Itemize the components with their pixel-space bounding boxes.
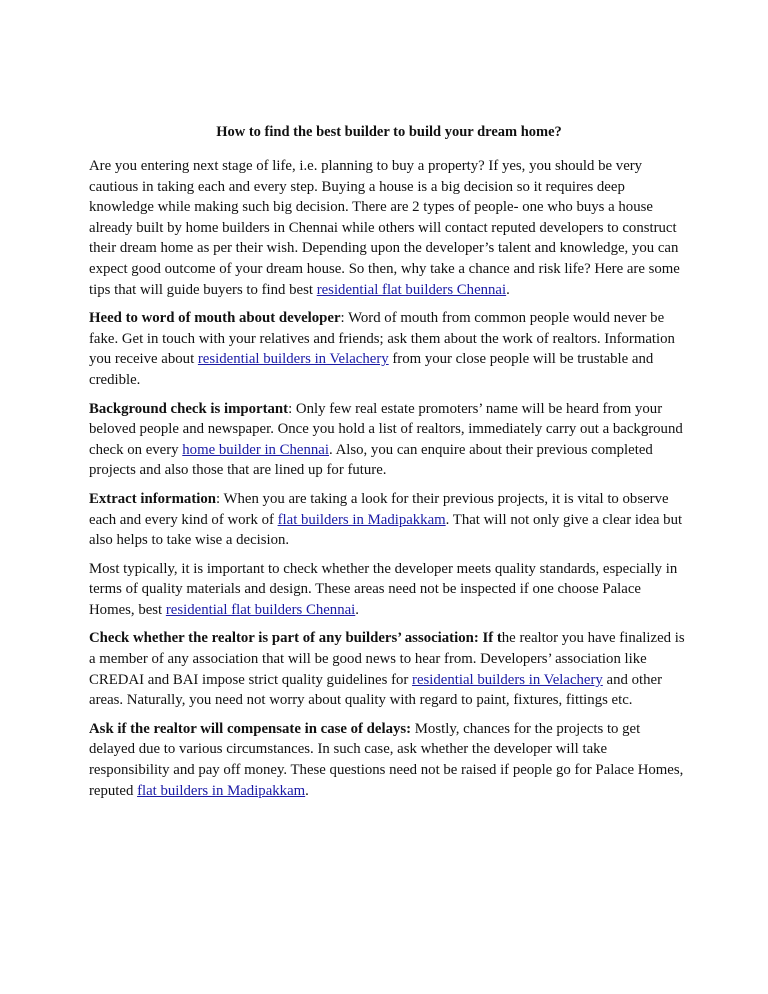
tip-builders-association-heading: Check whether the realtor is part of any builders’ association: If t xyxy=(89,630,502,647)
intro-tail: . xyxy=(506,281,510,298)
intro-text: Are you entering next stage of life, i.e. planning to buy a property? If yes, you should be very cautious in taking each and every step. Buying a house is a big decision so it requires deep knowledge while making such big decision. There are 2 types of people- one who buys a house already built by home builders in Chennai while others will contact reputed developers to construct their dream home as per their wish. Depending upon the developer’s talent and knowledge, you can expect good outcome of your dream house. So then, why take a chance and risk life? Here are some tips that will guide buyers to find best xyxy=(89,158,680,298)
tip-builders-association xyxy=(89,628,689,710)
tip-background-check-link[interactable]: home builder in Chennai xyxy=(182,441,329,458)
tip-word-of-mouth xyxy=(89,308,689,390)
tip-word-of-mouth-heading: Heed to word of mouth about developer xyxy=(89,310,341,327)
tip-quality-standards-tail: . xyxy=(355,601,359,618)
tip-extract-information-link[interactable]: flat builders in Madipakkam xyxy=(277,511,446,528)
tip-builders-association-text: he realtor you have finalized is a member of any association that will be good news to hear from. Developers’ association like CREDAI and BAI impose strict quality guidelines for xyxy=(89,630,685,688)
document-page xyxy=(89,122,689,809)
tip-compensation-delays-link[interactable]: flat builders in Madipakkam xyxy=(137,782,306,799)
tip-compensation-delays xyxy=(89,719,689,801)
tip-extract-information-text: : When you are taking a look for their previous projects, it is vital to observe each and every kind of work of xyxy=(89,490,669,528)
tip-quality-standards xyxy=(89,559,689,621)
tip-background-check-text: : Only few real estate promoters’ name will be heard from your beloved people and newspaper. Once you hold a list of realtors, immediately carry out a background check on every xyxy=(89,400,683,458)
tip-extract-information xyxy=(89,489,689,551)
tip-builders-association-link[interactable]: residential builders in Velachery xyxy=(412,671,603,688)
tip-background-check xyxy=(89,399,689,481)
tip-background-check-heading: Background check is important xyxy=(89,400,289,417)
intro-paragraph xyxy=(89,156,689,300)
tip-word-of-mouth-link[interactable]: residential builders in Velachery xyxy=(197,351,389,368)
document-title: How to find the best builder to build your dream home? xyxy=(216,124,562,140)
intro-link[interactable]: residential flat builders Chennai xyxy=(316,281,507,298)
tip-extract-information-tail: . That will not only give a clear idea but also helps to take wise a decision. xyxy=(89,511,683,549)
tip-compensation-delays-tail: . xyxy=(305,782,309,799)
tip-background-check-tail: . Also, you can enquire about their previous completed projects and also those that are lined up for future. xyxy=(89,441,653,479)
tip-builders-association-tail: and other areas. Naturally, you need not worry about quality with regard to paint, fixtures, fittings etc. xyxy=(89,671,662,709)
tip-word-of-mouth-text: : Word of mouth from common people would never be fake. Get in touch with your relatives and friends; ask them about the work of realtors. Information you receive about xyxy=(89,310,675,368)
tip-quality-standards-text: Most typically, it is important to check whether the developer meets quality standards, especially in terms of quality materials and design. These areas need not be inspected if one choose Palace Homes, best xyxy=(89,560,678,618)
tip-extract-information-heading: Extract information xyxy=(89,490,216,507)
tip-quality-standards-link[interactable]: residential flat builders Chennai xyxy=(165,601,356,618)
tip-compensation-delays-text: Mostly, chances for the projects to get delayed due to various circumstances. In such case, ask whether the developer will take responsibility and pay off money. These questions need not be raised if people go for Palace Homes, reputed xyxy=(89,720,684,799)
tip-compensation-delays-heading: Ask if the realtor will compensate in case of delays: xyxy=(89,720,412,737)
tip-word-of-mouth-tail: from your close people will be trustable and credible. xyxy=(89,351,654,388)
